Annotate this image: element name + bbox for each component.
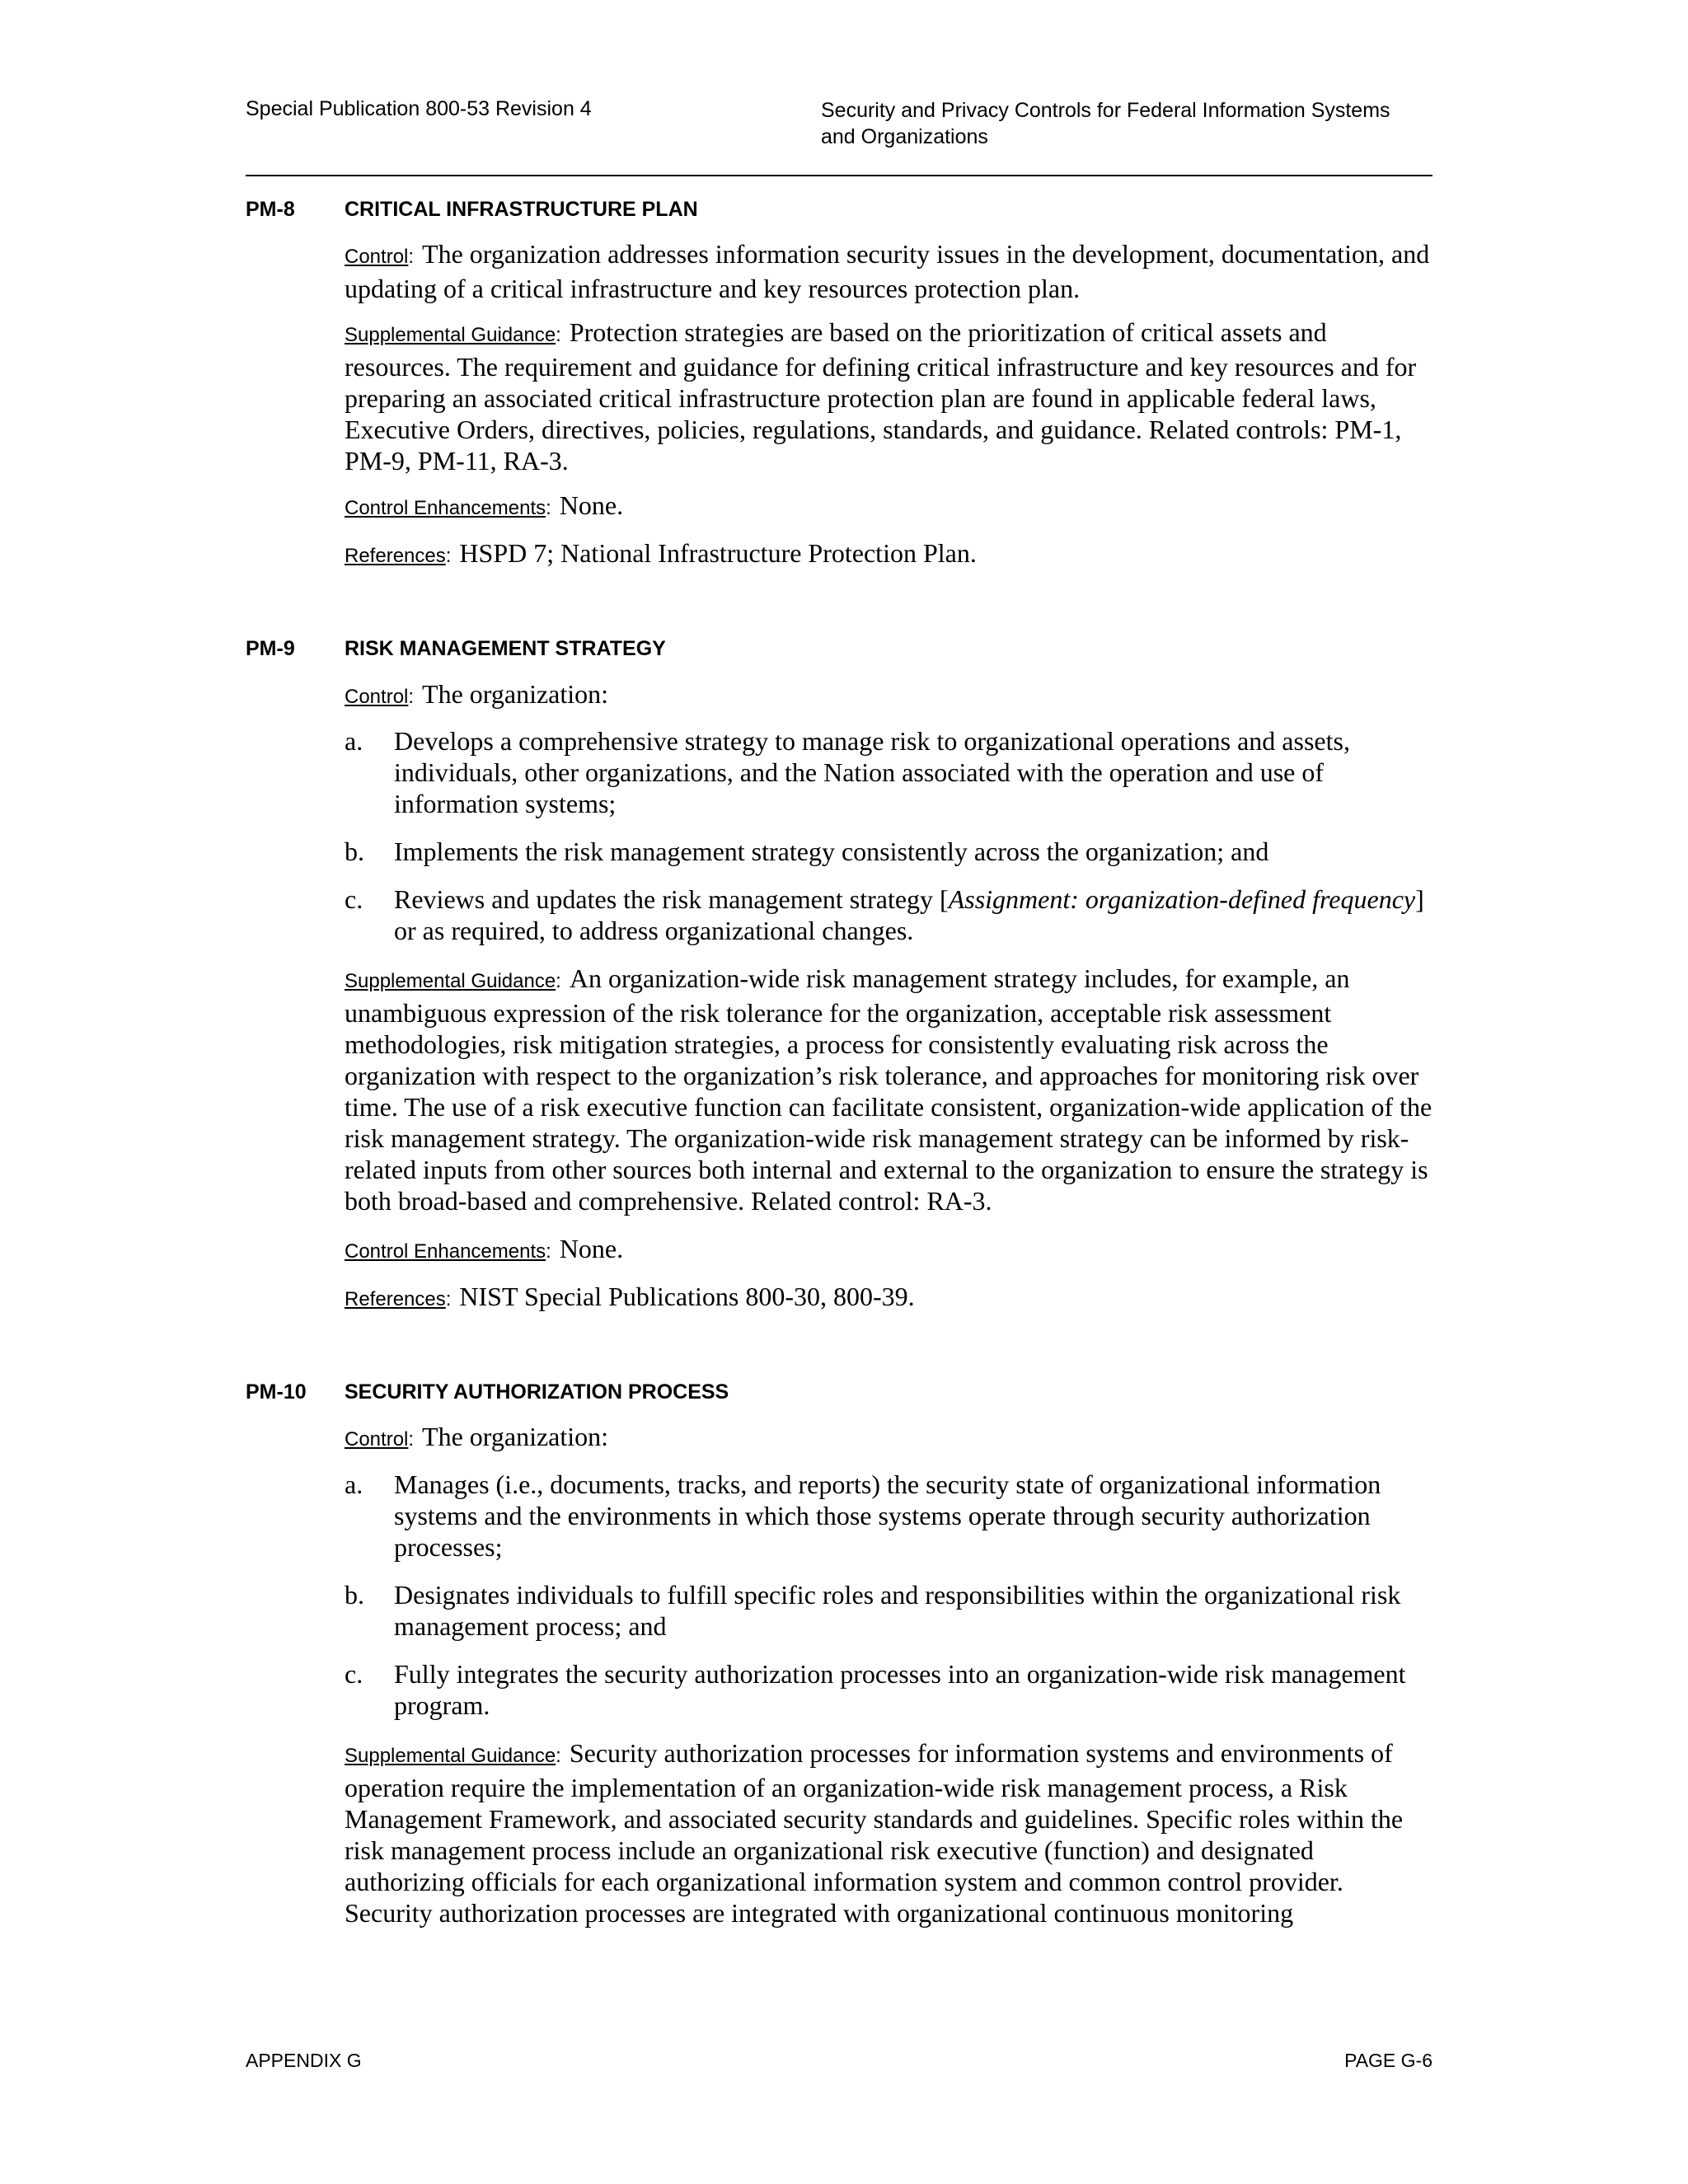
control-text: The organization: [422, 679, 609, 709]
enhancements-label: Control Enhancements [345, 497, 546, 519]
item-text: Reviews and updates the risk management strategy [Assignment: organization-defined frequency] or as required, to address organizational changes. [394, 884, 1424, 945]
supplemental-text: An organization-wide risk management strategy includes, for example, an unambiguous expression of the risk tolerance for the organization, acceptable risk assessment methodologies, risk mitigation strategies, a process for consistently evaluating risk across the organization with respect to the organization’s risk tolerance, and approaches for monitoring risk over time. The use of a risk executive function can facilitate consistent, organization-wide application of the risk management strategy. The organization-wide risk management strategy can be informed by risk-related inputs from other sources both internal and external to the organization to ensure the strategy is both broad-based and comprehensive. Related control: RA-3. [345, 963, 1432, 1216]
control-label: Control [345, 1428, 409, 1451]
supplemental-label: Supplemental Guidance [345, 324, 556, 346]
pm9-enhancements-paragraph: Control Enhancements: None. [345, 1234, 624, 1263]
item-letter: a. [345, 726, 363, 756]
item-letter: c. [345, 884, 363, 914]
pm10-supplemental-paragraph: Supplemental Guidance: Security authorization processes for information systems and environments of operation require the implementation of an organization-wide risk management process, a Risk Management Framework, and associated security standards and guidelines. Specific roles within the risk management process include an organizational risk executive (function) and designated authorizing officials for each organizational information system and common control provider. Security authorization processes are integrated with organizational continuous monitoring [345, 1738, 1404, 1928]
control-title: SECURITY AUTHORIZATION PROCESS [345, 1380, 729, 1404]
pm9-control-paragraph: Control: The organization: [345, 679, 609, 709]
item-letter: c. [345, 1659, 363, 1689]
pm8-references-paragraph: References: HSPD 7; National Infrastructure Protection Plan. [345, 538, 977, 568]
header-title-line2: and Organizations [821, 125, 988, 148]
pm8-enhancements-paragraph: Control Enhancements: None. [345, 490, 624, 520]
supplemental-label: Supplemental Guidance [345, 970, 556, 992]
item-text: Manages (i.e., documents, tracks, and reports) the security state of organizational information systems and the environments in which those systems operate through security authorization processes; [394, 1469, 1381, 1562]
references-label: References [345, 545, 446, 567]
assignment-parameter: Assignment: organization-defined frequency [948, 884, 1416, 914]
item-text: Implements the risk management strategy consistently across the organization; and [394, 837, 1269, 866]
supplemental-text: Protection strategies are based on the prioritization of critical assets and resources. The requirement and guidance for defining critical infrastructure and key resources and for preparing an associated critical infrastructure protection plan are found in applicable federal laws, Executive Orders, directives, policies, regulations, standards, and guidance. Related controls: PM-1, PM-9, PM-11, RA-3. [345, 317, 1417, 476]
enhancements-text: None. [559, 1234, 624, 1263]
pm9-references-paragraph: References: NIST Special Publications 800-30, 800-39. [345, 1282, 915, 1311]
header-divider [246, 175, 1432, 176]
references-label: References [345, 1288, 446, 1310]
references-text: NIST Special Publications 800-30, 800-39. [459, 1282, 915, 1311]
enhancements-text: None. [559, 490, 624, 520]
header-title-line1: Security and Privacy Controls for Federal Information Systems [821, 99, 1390, 122]
item-text: Fully integrates the security authorization processes into an organization-wide risk management program. [394, 1659, 1406, 1720]
control-id: PM-8 [246, 198, 295, 221]
enhancements-label: Control Enhancements [345, 1240, 546, 1263]
pm8-control-paragraph: Control: The organization addresses information security issues in the development, documentation, and updating of a critical infrastructure and key resources protection plan. [345, 239, 1430, 303]
control-id: PM-9 [246, 637, 295, 660]
item-text: Develops a comprehensive strategy to manage risk to organizational operations and assets, individuals, other organizations, and the Nation associated with the operation and use of information systems; [394, 726, 1350, 818]
footer-page-number: PAGE G-6 [1344, 2050, 1432, 2071]
references-text: HSPD 7; National Infrastructure Protection Plan. [459, 538, 977, 568]
supplemental-text: Security authorization processes for information systems and environments of operation require the implementation of an organization-wide risk management process, a Risk Management Framework, and associated security standards and guidelines. Specific roles within the risk management process include an organizational risk executive (function) and designated authorizing officials for each organizational information system and common control provider. Security authorization processes are integrated with organizational continuous monitoring [345, 1738, 1404, 1928]
item-letter: b. [345, 837, 364, 866]
pm8-supplemental-paragraph: Supplemental Guidance: Protection strategies are based on the prioritization of critical assets and resources. The requirement and guidance for defining critical infrastructure and key resources and for preparing an associated critical infrastructure protection plan are found in applicable federal laws, Executive Orders, directives, policies, regulations, standards, and guidance. Related controls: PM-1, PM-9, PM-11, RA-3. [345, 317, 1417, 476]
item-letter: a. [345, 1469, 363, 1499]
control-title: CRITICAL INFRASTRUCTURE PLAN [345, 198, 698, 221]
item-letter: b. [345, 1580, 364, 1610]
item-text: Designates individuals to fulfill specific roles and responsibilities within the organizational risk management process; and [394, 1580, 1401, 1641]
header-document-title [821, 97, 1390, 150]
footer-appendix: APPENDIX G [246, 2050, 362, 2071]
control-text: The organization addresses information security issues in the development, documentation, and updating of a critical infrastructure and key resources protection plan. [345, 239, 1430, 303]
supplemental-label: Supplemental Guidance [345, 1745, 556, 1767]
control-title: RISK MANAGEMENT STRATEGY [345, 637, 666, 660]
control-label: Control [345, 246, 409, 268]
control-id: PM-10 [246, 1380, 307, 1404]
page-header [246, 97, 1432, 176]
pm10-control-paragraph: Control: The organization: [345, 1422, 609, 1451]
header-publication: Special Publication 800-53 Revision 4 [246, 97, 592, 120]
control-text: The organization: [422, 1422, 609, 1451]
pm9-supplemental-paragraph: Supplemental Guidance: An organization-wide risk management strategy includes, for example, an unambiguous expression of the risk tolerance for the organization, acceptable risk assessment methodologies, risk mitigation strategies, a process for consistently evaluating risk across the organization with respect to the organization’s risk tolerance, and approaches for monitoring risk over time. The use of a risk executive function can facilitate consistent, organization-wide application of the risk management strategy. The organization-wide risk management strategy can be informed by risk-related inputs from other sources both internal and external to the organization to ensure the strategy is both broad-based and comprehensive. Related control: RA-3. [345, 963, 1432, 1216]
control-label: Control [345, 686, 409, 708]
